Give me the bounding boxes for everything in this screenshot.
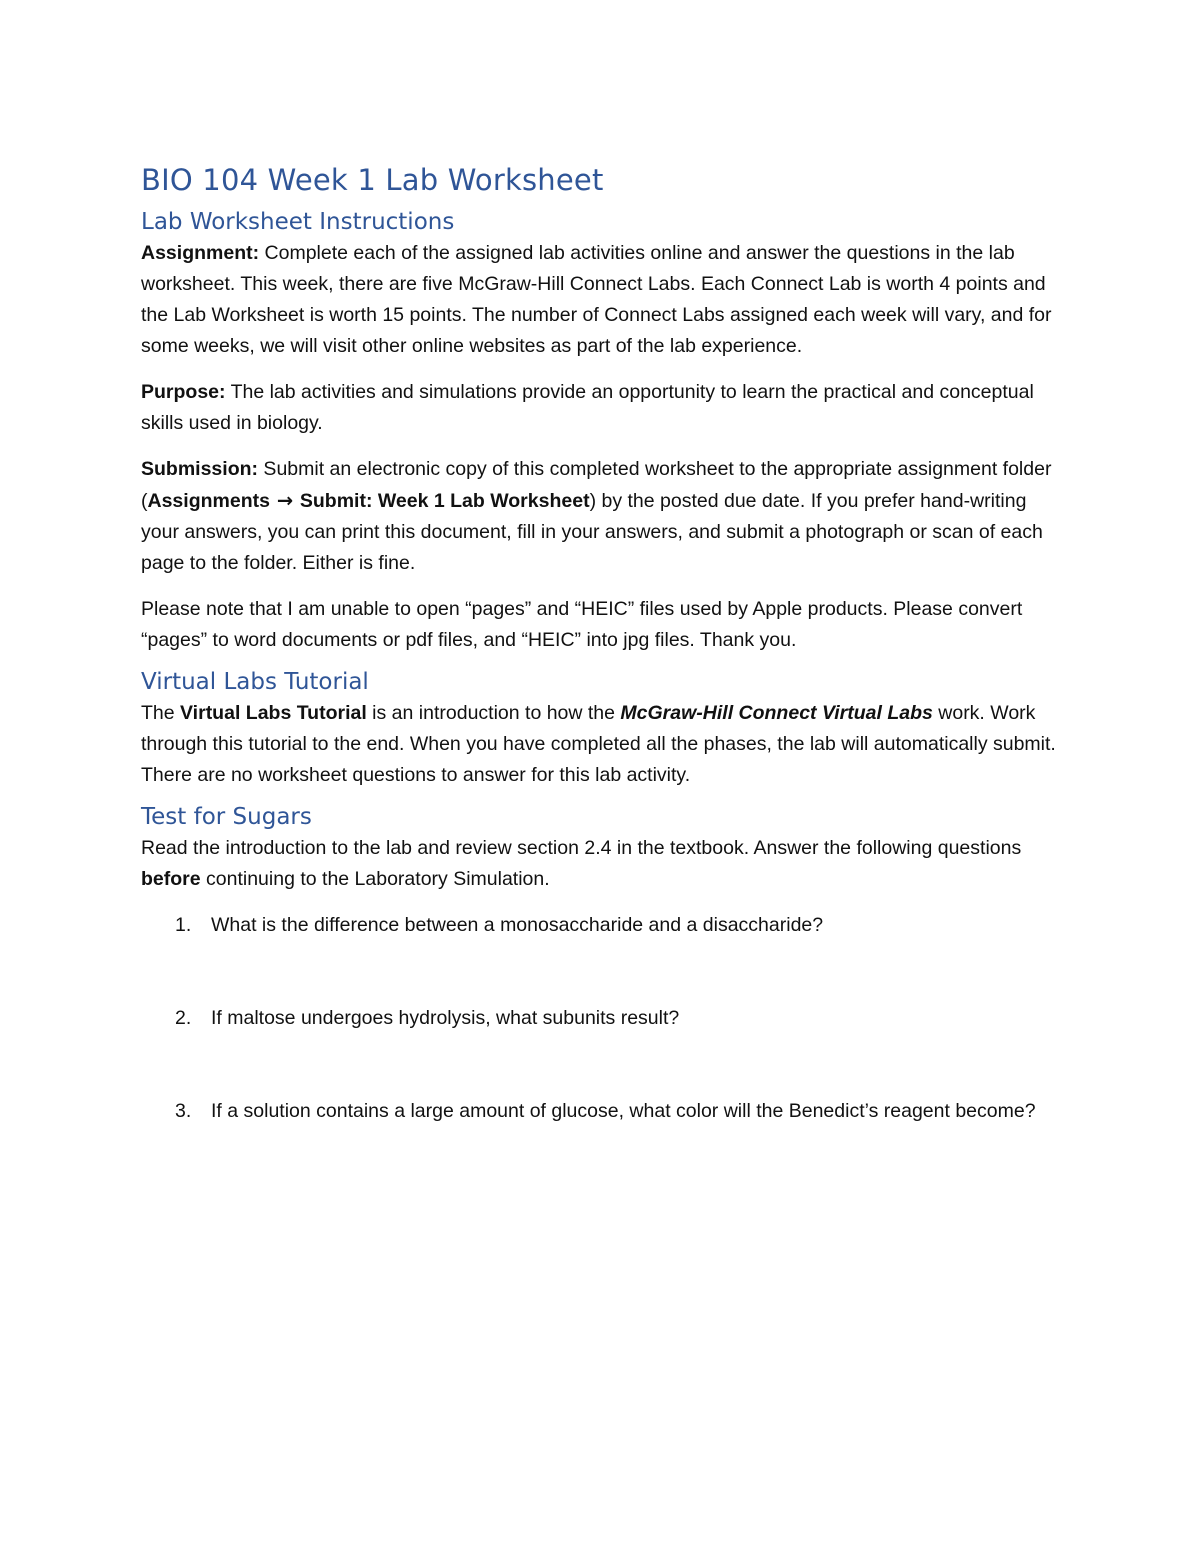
- question-number: 2.: [175, 1007, 192, 1029]
- assignment-paragraph: [141, 238, 1061, 362]
- assignment-label: Assignment:: [141, 242, 260, 264]
- question-text: If maltose undergoes hydrolysis, what subunits result?: [211, 1007, 680, 1029]
- test-sugars-intro: [141, 833, 1061, 895]
- purpose-label: Purpose:: [141, 381, 226, 403]
- document-title: BIO 104 Week 1 Lab Worksheet: [141, 163, 604, 197]
- question-list: [141, 910, 1061, 1127]
- connect-virtual-labs-name: McGraw-Hill Connect Virtual Labs: [620, 702, 933, 724]
- virtual-labs-tutorial-name: Virtual Labs Tutorial: [180, 702, 367, 724]
- assignment-text: Complete each of the assigned lab activities online and answer the questions in the lab worksheet. This week, there are five McGraw-Hill Connect Labs. Each Connect Lab is worth 4 points and the Lab Worksheet is worth 15 points. The number of Connect Labs assigned each week will vary, and for some weeks, we will visit other online websites as part of the lab experience.: [141, 242, 1052, 357]
- question-item: [141, 1003, 1061, 1034]
- question-text: If a solution contains a large amount of glucose, what color will the Benedict’s reagent become?: [211, 1100, 1036, 1122]
- arrow-icon: →: [269, 489, 300, 512]
- virtual-labs-text-3: work. Work through this tutorial to the end. When you have completed all the phases, the lab will automatically submit. There are no worksheet questions to answer for this lab activity.: [141, 702, 1056, 786]
- purpose-text: The lab activities and simulations provide an opportunity to learn the practical and conceptual skills used in biology.: [141, 381, 1034, 434]
- virtual-labs-text-2: is an introduction to how the: [366, 702, 621, 724]
- question-number: 3.: [175, 1100, 192, 1122]
- submission-path-folder: Submit: Week 1 Lab Worksheet: [299, 490, 590, 512]
- document-page: [141, 160, 1061, 1189]
- virtual-labs-paragraph: [141, 698, 1061, 791]
- instructions-heading: Lab Worksheet Instructions: [141, 209, 455, 235]
- submission-label: Submission:: [141, 458, 259, 480]
- virtual-labs-heading: Virtual Labs Tutorial: [141, 669, 369, 695]
- test-sugars-intro-text-2: continuing to the Laboratory Simulation.: [200, 868, 550, 890]
- test-sugars-heading: Test for Sugars: [141, 804, 312, 830]
- question-item: [141, 1096, 1061, 1127]
- submission-text-1: Submit an electronic copy of this completed worksheet to the appropriate assignment folder (: [141, 458, 1052, 512]
- virtual-labs-text-1: The: [141, 702, 181, 724]
- question-number: 1.: [175, 914, 192, 936]
- submission-path-assignments: Assignments: [147, 490, 270, 512]
- purpose-paragraph: [141, 377, 1061, 439]
- test-sugars-intro-text-1: Read the introduction to the lab and review section 2.4 in the textbook. Answer the following questions: [141, 837, 1022, 859]
- file-format-note: Please note that I am unable to open “pages” and “HEIC” files used by Apple products. Please convert “pages” to word documents or pdf files, and “HEIC” into jpg files. Thank you.: [141, 598, 1023, 651]
- test-sugars-intro-bold: before: [141, 868, 201, 890]
- submission-paragraph: [141, 454, 1061, 579]
- submission-text-2: ) by the posted due date. If you prefer hand-writing your answers, you can print this document, fill in your answers, and submit a photograph or scan of each page to the folder. Either is fine.: [141, 490, 1043, 574]
- question-item: [141, 910, 1061, 941]
- question-text: What is the difference between a monosaccharide and a disaccharide?: [211, 914, 824, 936]
